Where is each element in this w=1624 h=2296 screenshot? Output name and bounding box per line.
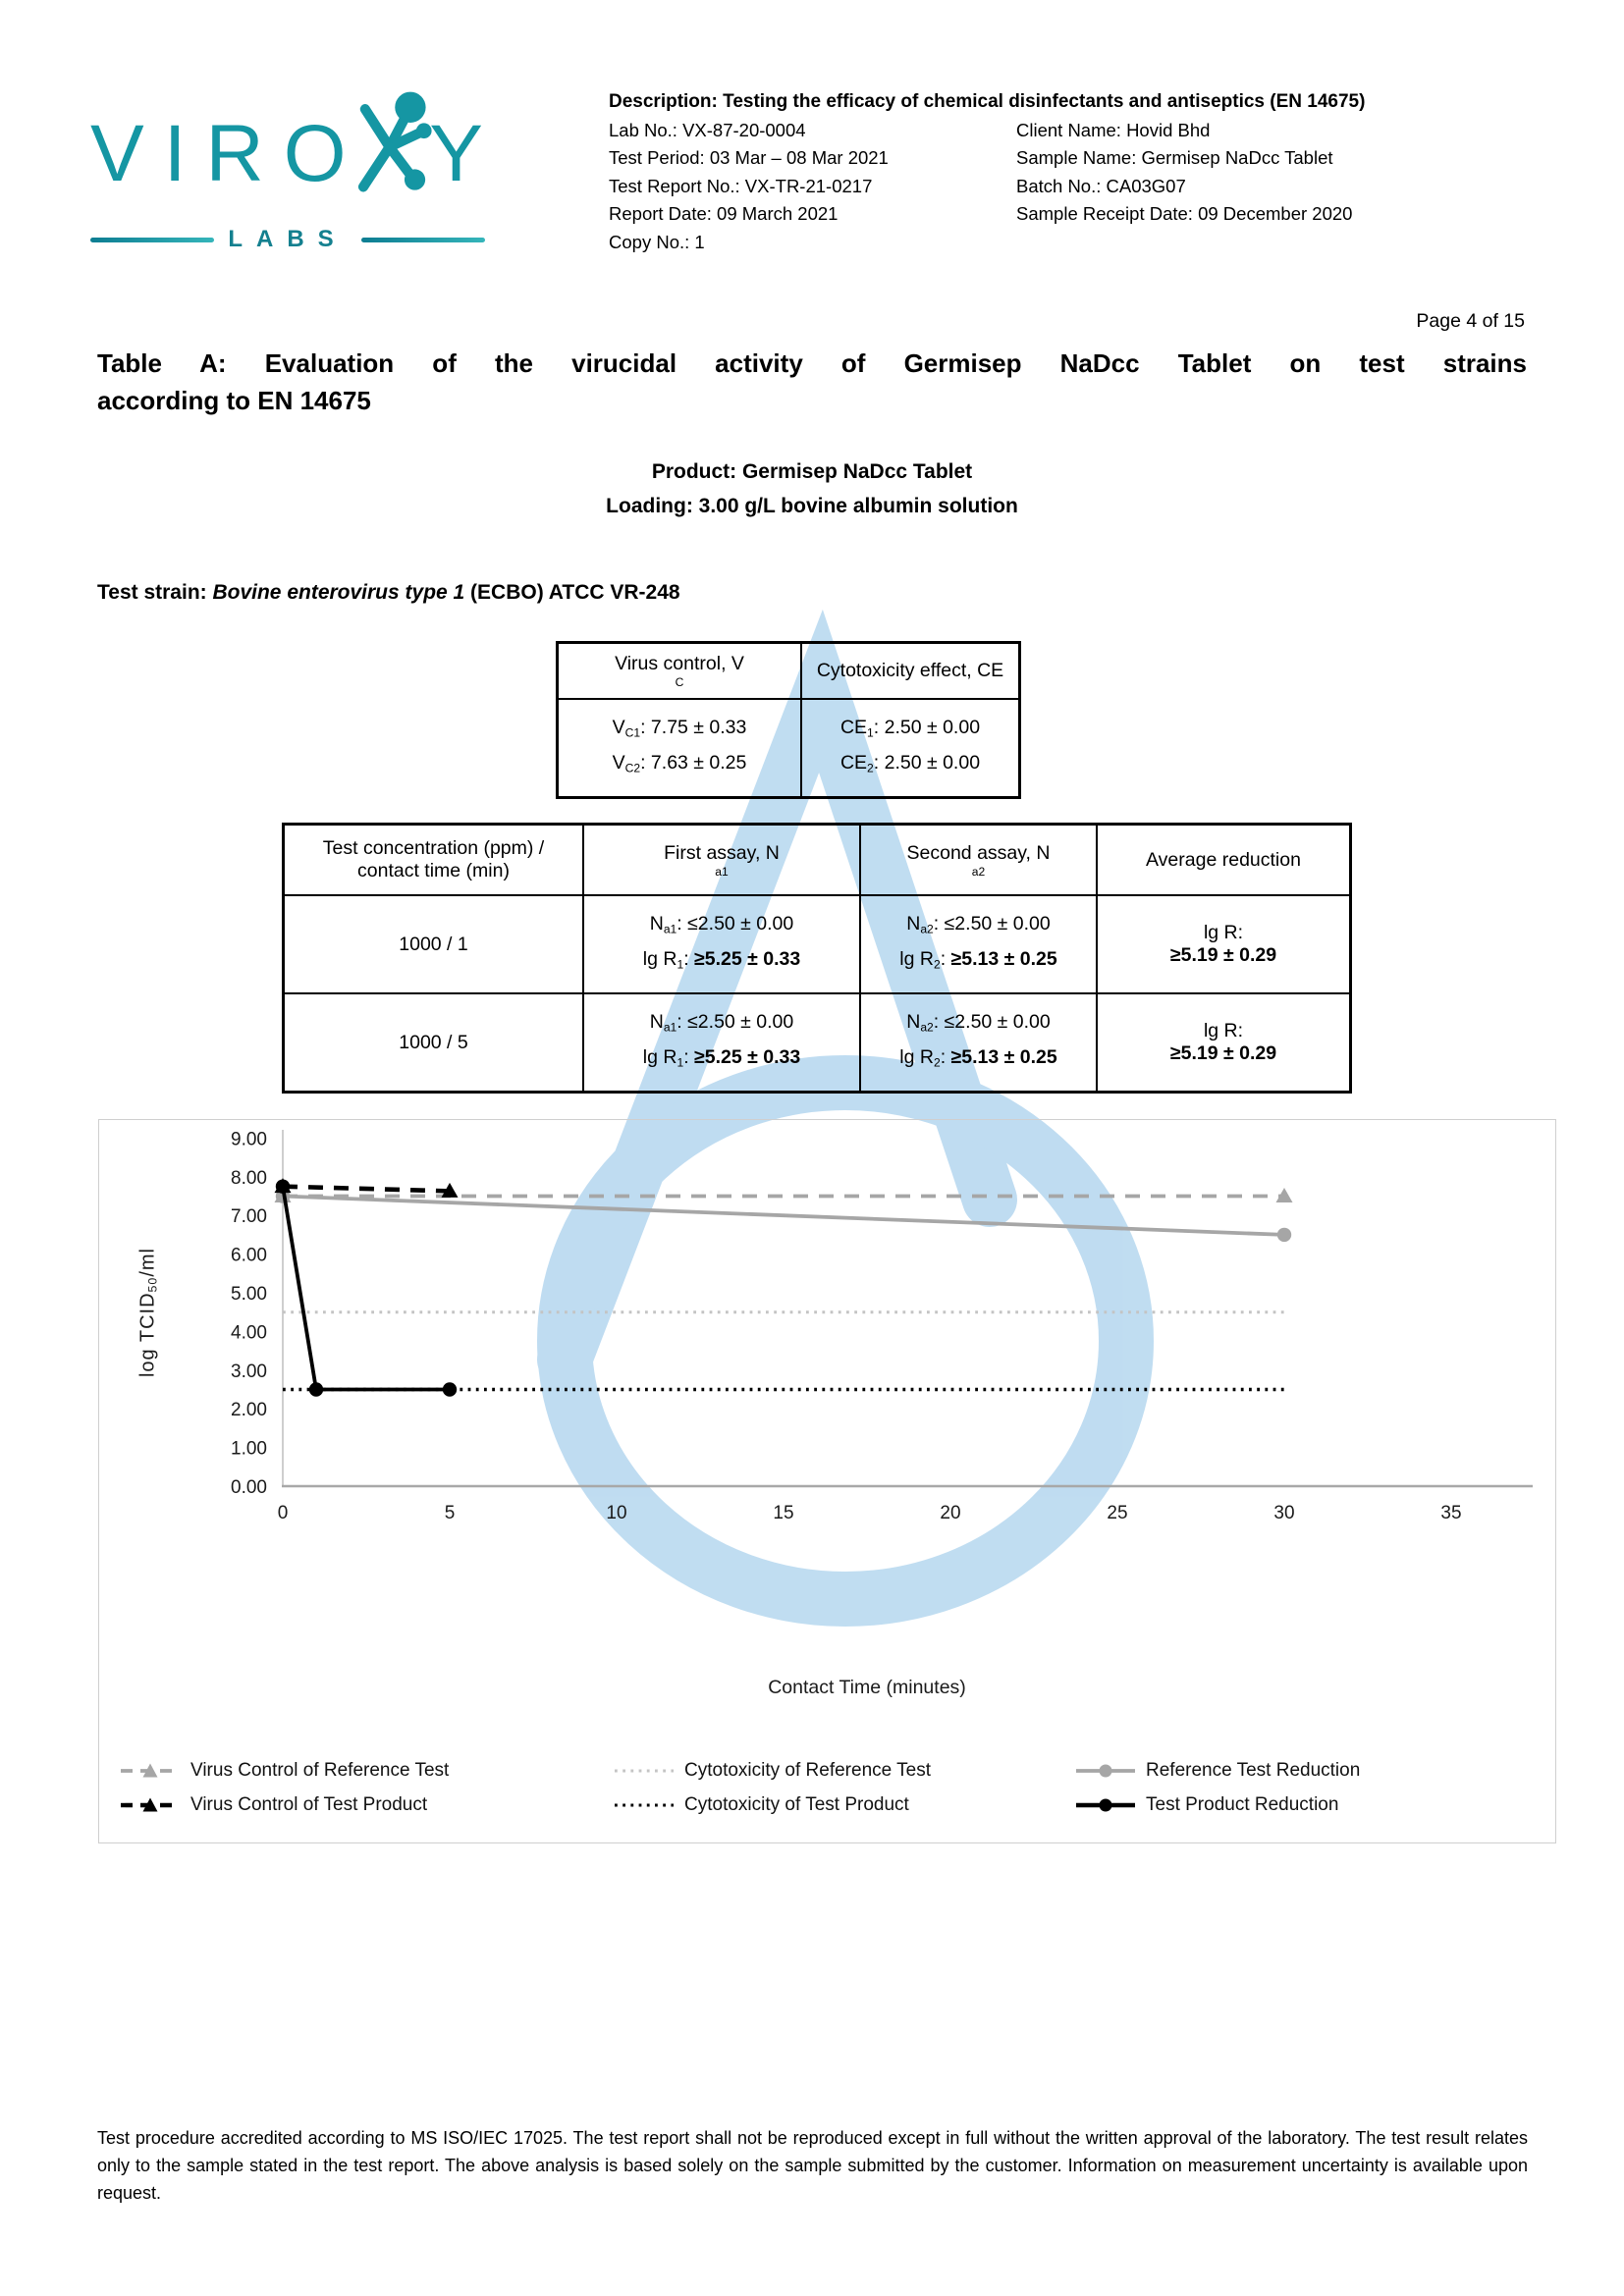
legend-line-sample-icon — [613, 1761, 676, 1781]
cell-average-reduction: lg R: ≥5.19 ± 0.29 — [1096, 992, 1349, 1091]
svg-text:0: 0 — [277, 1503, 289, 1523]
header-client-name: Client Name: Hovid Bhd — [1016, 119, 1211, 140]
cell-second-assay — [859, 894, 1096, 992]
reduction-chart — [98, 1119, 1556, 1843]
svg-text:35: 35 — [1440, 1503, 1462, 1523]
na2-value: Na2: ≤2.50 ± 0.00 — [906, 912, 1051, 935]
title-line-1: Table A: Evaluation of the virucidal activity of Germisep NaDcc Tablet on test strains — [97, 348, 1527, 378]
svg-text:1.00: 1.00 — [231, 1438, 267, 1460]
lgr2-value: lg R2: ≥5.13 ± 0.25 — [899, 948, 1057, 972]
svg-text:9.00: 9.00 — [231, 1129, 267, 1150]
footer-disclaimer: Test procedure accredited according to MS ISO/IEC 17025. The test report shall not be reproduced except in full without the written approval of the laboratory. The test result relates only to the sample stated in the test report. The above analysis is based solely on the sample submitted by the customer. Information on measurement uncertainty is available upon request. — [97, 2128, 1528, 2203]
table-row — [285, 992, 1349, 1091]
svg-text:15: 15 — [773, 1503, 794, 1523]
legend-label: Cytotoxicity of Test Product — [684, 1794, 909, 1815]
header-lab-no: Lab No.: VX-87-20-0004 — [609, 119, 806, 140]
logo-labs-rule — [90, 226, 485, 253]
svg-text:10: 10 — [606, 1503, 627, 1523]
col-header-second-assay: Second assay, N a2 — [859, 826, 1096, 894]
svg-text:6.00: 6.00 — [231, 1245, 267, 1266]
logo-rule-right — [361, 238, 485, 242]
header-sample-name: Sample Name: Germisep NaDcc Tablet — [1016, 147, 1333, 168]
legend-label: Virus Control of Reference Test — [190, 1760, 450, 1781]
virus-control-values — [559, 698, 800, 796]
header-virus-control: Virus control, V C — [615, 653, 744, 689]
y-axis-label: log TCID50/ml — [136, 1247, 160, 1378]
table-row — [285, 894, 1349, 992]
virus-control-table — [556, 641, 1021, 799]
col-header-average-reduction: Average reduction — [1096, 826, 1349, 894]
svg-text:8.00: 8.00 — [231, 1167, 267, 1189]
chart-plot-area — [99, 1120, 1555, 1729]
header-left-column — [609, 117, 1016, 257]
report-header-info — [609, 88, 1532, 256]
col-header-first-assay: First assay, N a1 — [582, 826, 859, 894]
svg-text:25: 25 — [1107, 1503, 1128, 1523]
svg-text:5.00: 5.00 — [231, 1284, 267, 1305]
header-description: Description: Testing the efficacy of chemical disinfectants and antiseptics (EN 14675) — [609, 91, 1366, 112]
header-copy-no: Copy No.: 1 — [609, 231, 705, 252]
header-test-report-no: Test Report No.: VX-TR-21-0217 — [609, 175, 873, 196]
logo-text-right: Y — [429, 109, 503, 198]
legend-line-sample-icon — [1074, 1795, 1137, 1815]
vc2-value: VC2: 7.63 ± 0.25 — [612, 752, 747, 775]
ce2-value: CE2: 2.50 ± 0.00 — [839, 752, 981, 775]
legend-label: Cytotoxicity of Reference Test — [684, 1760, 931, 1781]
legend-line-sample-icon — [1074, 1761, 1137, 1781]
legend-line-sample-icon — [613, 1795, 676, 1815]
svg-text:3.00: 3.00 — [231, 1361, 267, 1382]
col-header-concentration: Test concentration (ppm) / contact time (min) — [322, 837, 545, 881]
ce1-value: CE1: 2.50 ± 0.00 — [839, 716, 981, 739]
viroxy-wordmark — [90, 102, 503, 206]
na1-value: Na1: ≤2.50 ± 0.00 — [649, 1010, 794, 1034]
header-test-period: Test Period: 03 Mar – 08 Mar 2021 — [609, 147, 889, 168]
loading-line: Loading: 3.00 g/L bovine albumin solution — [606, 495, 1018, 517]
logo-labs-text: LABS — [228, 226, 348, 252]
svg-text:4.00: 4.00 — [231, 1322, 267, 1344]
legend-item — [613, 1756, 931, 1786]
header-right-column — [1016, 117, 1532, 257]
svg-text:5: 5 — [444, 1503, 456, 1523]
cell-concentration: 1000 / 1 — [285, 894, 582, 992]
chart-legend — [99, 1756, 1555, 1825]
cytotoxicity-values — [800, 698, 1018, 796]
lgr1-value: lg R1: ≥5.25 ± 0.33 — [642, 948, 801, 972]
product-line: Product: Germisep NaDcc Tablet — [651, 460, 973, 483]
legend-row — [99, 1790, 1555, 1825]
legend-line-sample-icon — [119, 1761, 182, 1781]
viroxy-logo — [90, 102, 503, 253]
legend-row — [99, 1756, 1555, 1790]
test-strain-line: Test strain: Bovine enterovirus type 1 (ECBO) ATCC VR-248 — [97, 581, 680, 604]
cell-concentration: 1000 / 5 — [285, 992, 582, 1091]
legend-line-sample-icon — [119, 1795, 182, 1815]
svg-text:20: 20 — [940, 1503, 961, 1523]
logo-rule-left — [90, 238, 214, 242]
page-number: Page 4 of 15 — [1416, 310, 1525, 332]
cell-average-reduction: lg R: ≥5.19 ± 0.29 — [1096, 894, 1349, 992]
na2-value: Na2: ≤2.50 ± 0.00 — [906, 1010, 1051, 1034]
header-sample-receipt-date: Sample Receipt Date: 09 December 2020 — [1016, 203, 1353, 224]
legend-label: Reference Test Reduction — [1146, 1760, 1361, 1781]
page-title — [97, 345, 1527, 419]
legend-item — [119, 1756, 449, 1786]
cell-first-assay — [582, 894, 859, 992]
cell-first-assay — [582, 992, 859, 1091]
legend-item — [613, 1790, 909, 1820]
header-cytotoxicity-effect: Cytotoxicity effect, CE — [800, 644, 1018, 698]
lgr2-value: lg R2: ≥5.13 ± 0.25 — [899, 1046, 1057, 1070]
legend-label: Virus Control of Test Product — [190, 1794, 428, 1815]
svg-text:30: 30 — [1273, 1503, 1295, 1523]
legend-item — [1074, 1756, 1360, 1786]
cell-second-assay — [859, 992, 1096, 1091]
svg-text:7.00: 7.00 — [231, 1206, 267, 1228]
title-line-2: according to EN 14675 — [97, 386, 371, 415]
results-table — [282, 823, 1352, 1094]
x-axis-label: Contact Time (minutes) — [768, 1677, 966, 1698]
legend-item — [119, 1790, 427, 1820]
header-report-date: Report Date: 09 March 2021 — [609, 203, 839, 224]
legend-label: Test Product Reduction — [1146, 1794, 1339, 1815]
molecule-x-icon — [352, 84, 435, 206]
header-batch-no: Batch No.: CA03G07 — [1016, 175, 1186, 196]
svg-text:2.00: 2.00 — [231, 1400, 267, 1421]
vc1-value: VC1: 7.75 ± 0.33 — [612, 716, 747, 739]
legend-item — [1074, 1790, 1338, 1820]
na1-value: Na1: ≤2.50 ± 0.00 — [649, 912, 794, 935]
svg-text:0.00: 0.00 — [231, 1477, 267, 1498]
lgr1-value: lg R1: ≥5.25 ± 0.33 — [642, 1046, 801, 1070]
logo-text-left: VIRO — [90, 109, 366, 198]
